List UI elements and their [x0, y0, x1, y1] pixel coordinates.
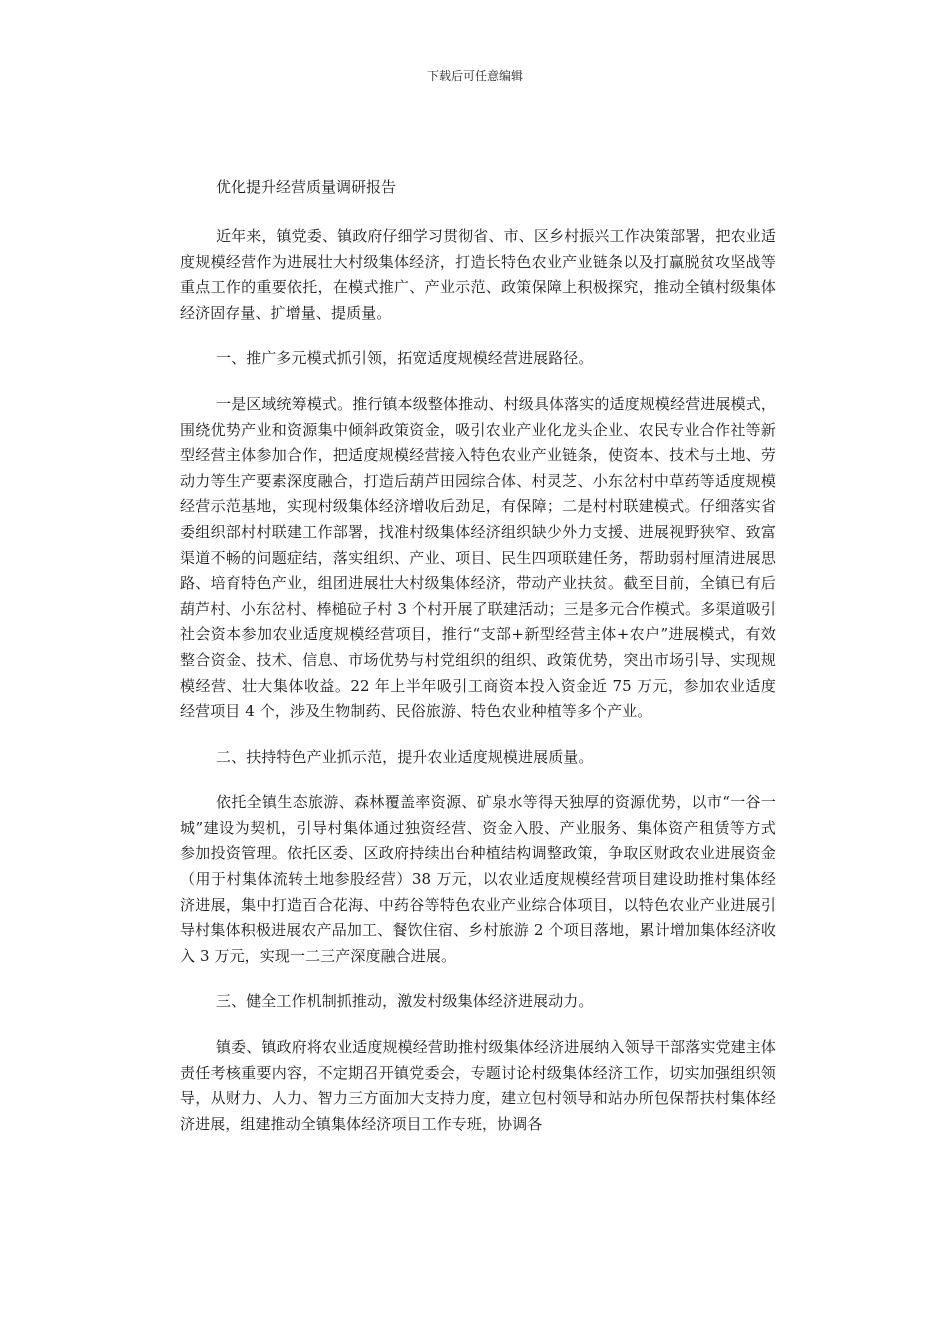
paragraph-section-3: 镇委、镇政府将农业适度规模经营助推村级集体经济进展纳入领导干部落实党建主体责任考核重要内容，不定期召开镇党委会，专题讨论村级集体经济工作，切实加强组织领导，从财力、人力、智力三方面加大支持力度，建立包村领导和站办所包保帮扶村集体经济进展，组建推动全镇集体经济项目工作专班，协调各 — [180, 1038, 776, 1133]
section-heading-1: 一、推广多元模式抓引领，拓宽适度规模经营进展路径。 — [216, 349, 594, 368]
section-heading-2: 二、扶持特色产业抓示范，提升农业适度规模进展质量。 — [216, 747, 594, 766]
section-heading-3: 三、健全工作机制抓推动，激发村级集体经济进展动力。 — [216, 992, 594, 1011]
document-title: 优化提升经营质量调研报告 — [216, 178, 397, 196]
paragraph-section-2: 依托全镇生态旅游、森林覆盖率资源、矿泉水等得天独厚的资源优势，以市“一谷一城”建设为契机，引导村集体通过独资经营、资金入股、产业服务、集体资产租赁等方式参加投资管理。依托区委、区政府持续出台种植结构调整政策，争取区财政农业进展资金（用于村集体流转土地参股经营）38 万元，以农业适度规模经营项目建设助推村集体经济进展，集中打造百合花海、中药谷等特色农业产业综合体项目，以特色农业产业进展引导村集体积极进展农产品加工、餐饮住宿、乡村旅游 2 个项目落地，累计增加集体经济收入 3 万元，实现一二三产深度融合进展。 — [180, 793, 776, 965]
paragraph-section-1: 一是区域统筹模式。推行镇本级整体推动、村级具体落实的适度规模经营进展模式，围绕优势产业和资源集中倾斜政策资金，吸引农业产业化龙头企业、农民专业合作社等新型经营主体参加合作，把适度规模经营接入特色农业产业链条，使资本、技术与土地、劳动力等生产要素深度融合，打造后葫芦田园综合体、村灵芝、小东岔村中草药等适度规模经营示范基地，实现村级集体经济增收后劲足，有保障；二是村村联建模式。仔细落实省委组织部村村联建工作部署，找准村级集体经济组织缺少外力支援、进展视野狭窄、致富渠道不畅的问题症结，落实组织、产业、项目、民生四项联建任务，帮助弱村厘清进展思路、培育特色产业，组团进展壮大村级集体经济，带动产业扶贫。截至目前，全镇已有后葫芦村、小东岔村、棒槌砬子村 3 个村开展了联建活动；三是多元合作模式。多渠道吸引社会资本参加农业适度规模经营项目，推行“支部+新型经营主体+农户”进展模式，有效整合资金、技术、信息、市场优势与村党组织的组织、政策优势，突出市场引导、实现规模经营、壮大集体收益。22 年上半年吸引工商资本投入资金近 75 万元，参加农业适度经营项目 4 个，涉及生物制药、民俗旅游、特色农业种植等多个产业。 — [180, 394, 776, 721]
paragraph-intro: 近年来，镇党委、镇政府仔细学习贯彻省、市、区乡村振兴工作决策部署，把农业适度规模经营作为进展壮大村级集体经济，打造长特色农业产业链条以及打赢脱贫攻坚战等重点工作的重要依托，在模式推广、产业示范、政策保障上积极探究，推动全镇村级集体经济固存量、扩增量、提质量。 — [180, 227, 776, 322]
page-header-watermark: 下载后可任意编辑 — [426, 69, 523, 83]
document-body — [180, 224, 776, 1157]
